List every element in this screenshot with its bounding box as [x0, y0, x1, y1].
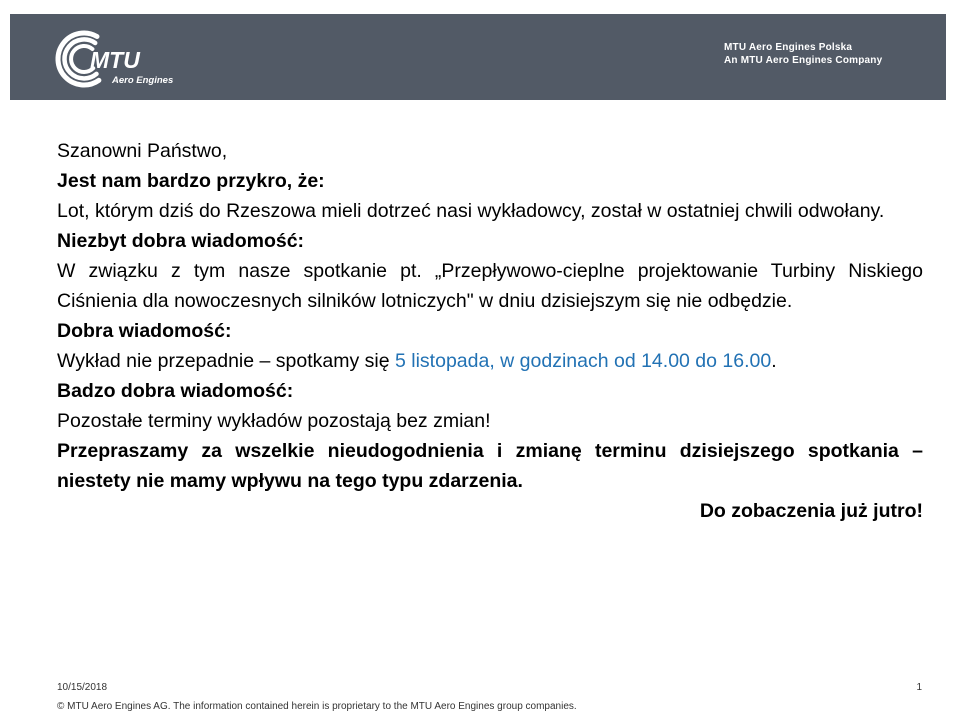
- header-band: [10, 14, 946, 100]
- mtu-logo-tagline: Aero Engines: [112, 75, 174, 86]
- mtu-swirl-icon: [52, 28, 182, 92]
- reschedule-line: [57, 346, 923, 376]
- closing-line: Do zobaczenia już jutro!: [699, 500, 923, 522]
- slide-body: [57, 136, 923, 526]
- copyright-text: © MTU Aero Engines AG. The information contained herein is proprietary to the MTU Aero Engines group companies.: [57, 701, 577, 712]
- footer-date: 10/15/2018: [57, 682, 108, 693]
- not-good-news-heading: Niezbyt dobra wiadomość:: [57, 230, 305, 252]
- company-subtitle: An MTU Aero Engines Company: [724, 54, 883, 66]
- flight-cancelled-paragraph: Lot, którym dziś do Rzeszowa mieli dotrzeć nasi wykładowcy, został w ostatniej chwili odwołany.: [57, 200, 885, 222]
- good-news-heading: Dobra wiadomość:: [57, 320, 232, 342]
- apology-paragraph: Przepraszamy za wszelkie nieudogodnienia i zmianę terminu dzisiejszego spotkania – niestety nie mamy wpływu na tego typu zdarzenia.: [57, 440, 923, 492]
- page-number: 1: [916, 682, 922, 693]
- mtu-logo-wordmark: MTU: [90, 47, 140, 73]
- sorry-heading: Jest nam bardzo przykro, że:: [57, 170, 325, 192]
- very-good-news-heading: Badzo dobra wiadomość:: [57, 380, 294, 402]
- greeting-text: Szanowni Państwo,: [57, 140, 228, 162]
- unchanged-dates-line: Pozostałe terminy wykładów pozostają bez zmian!: [57, 410, 491, 432]
- company-identity: [724, 42, 882, 67]
- meeting-cancelled-paragraph: W związku z tym nasze spotkanie pt. „Przepływowo-cieplne projektowanie Turbiny Niskiego Ciśnienia dla nowoczesnych silników lotniczych" w dniu dzisiejszym się nie odbędzie.: [57, 260, 923, 312]
- reschedule-prefix: Wykład nie przepadnie – spotkamy się: [57, 350, 395, 372]
- reschedule-suffix: .: [771, 350, 777, 372]
- company-name: MTU Aero Engines Polska: [724, 42, 853, 53]
- reschedule-date-highlight: 5 listopada, w godzinach od 14.00 do 16.00: [395, 350, 772, 372]
- mtu-logo: [52, 28, 182, 92]
